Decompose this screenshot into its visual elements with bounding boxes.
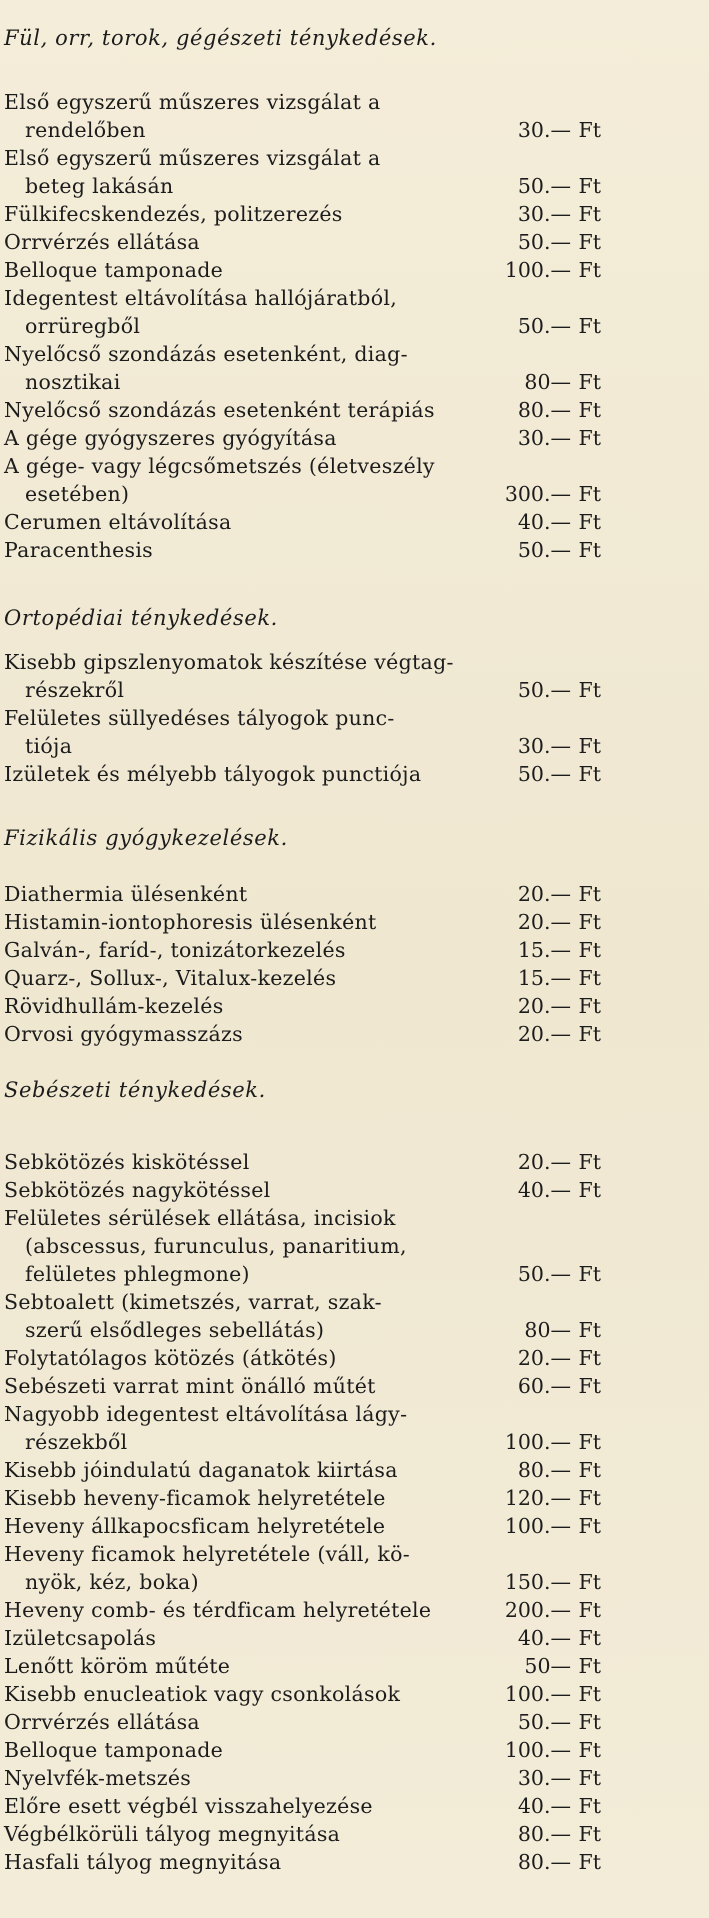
item-description <box>4 1372 529 1400</box>
item-price <box>494 1596 604 1624</box>
section-ful-orr-torok <box>4 18 604 564</box>
price-currency: Ft <box>578 174 601 198</box>
item-description <box>4 1344 529 1372</box>
item-price <box>494 964 604 992</box>
price-row <box>4 1708 604 1736</box>
item-description <box>4 1512 529 1540</box>
item-price <box>494 1372 604 1400</box>
item-description-line: Idegentest eltávolítása hallójáratból, <box>4 286 398 310</box>
price-amount: 100.— <box>504 1430 571 1454</box>
item-description <box>4 1736 529 1764</box>
item-price <box>494 1176 604 1204</box>
price-amount: 60.— <box>517 1374 571 1398</box>
item-description-continuation: rendelőben <box>25 118 146 142</box>
price-row <box>4 1540 604 1596</box>
price-row <box>4 284 604 340</box>
item-description-line: Diathermia ülésenként <box>4 882 248 906</box>
price-amount: 100.— <box>504 1682 571 1706</box>
item-description-continuation: (abscessus, furunculus, panaritium, <box>25 1234 407 1258</box>
item-price <box>494 1316 604 1344</box>
item-description <box>4 1456 529 1484</box>
price-amount: 50.— <box>517 314 571 338</box>
item-description-line: Sebészeti varrat mint önálló műtét <box>4 1374 376 1398</box>
price-currency: Ft <box>578 1346 601 1370</box>
item-description-continuation: tiója <box>25 734 73 758</box>
item-description-line: Orrvérzés ellátása <box>4 1710 200 1734</box>
price-amount: 40.— <box>517 1626 571 1650</box>
price-currency: Ft <box>578 1626 601 1650</box>
item-price <box>494 1428 604 1456</box>
item-description <box>4 992 529 1020</box>
price-currency: Ft <box>578 118 601 142</box>
price-currency: Ft <box>578 1430 601 1454</box>
price-currency: Ft <box>578 762 601 786</box>
item-description-line: Első egyszerű műszeres vizsgálat a <box>4 146 381 170</box>
price-row <box>4 1456 604 1484</box>
item-description <box>4 1400 529 1456</box>
item-description-line: Kisebb enucleatiok vagy csonkolások <box>4 1682 401 1706</box>
item-description-line: Első egyszerű műszeres vizsgálat a <box>4 90 381 114</box>
item-price <box>494 1484 604 1512</box>
price-amount: 50.— <box>517 174 571 198</box>
item-description-line: Lenőtt köröm műtéte <box>4 1654 231 1678</box>
price-row <box>4 1020 604 1048</box>
item-description <box>4 704 529 760</box>
item-description <box>4 1204 529 1288</box>
price-amount: 50.— <box>517 678 571 702</box>
price-amount: 30.— <box>517 1766 571 1790</box>
price-currency: Ft <box>578 1766 601 1790</box>
price-amount: 300.— <box>504 482 571 506</box>
price-currency: Ft <box>578 258 601 282</box>
item-description <box>4 1624 529 1652</box>
price-currency: Ft <box>578 482 601 506</box>
price-row <box>4 1288 604 1344</box>
price-amount: 100.— <box>504 1738 571 1762</box>
price-currency: Ft <box>578 1738 601 1762</box>
price-currency: Ft <box>578 1486 601 1510</box>
price-amount: 80.— <box>517 1458 571 1482</box>
item-description <box>4 1764 529 1792</box>
price-list <box>4 88 604 564</box>
price-currency: Ft <box>578 1822 601 1846</box>
item-description <box>4 964 529 992</box>
price-amount: 30.— <box>517 202 571 226</box>
price-amount: 15.— <box>517 938 571 962</box>
item-price <box>494 312 604 340</box>
price-row <box>4 1624 604 1652</box>
price-currency: Ft <box>578 202 601 226</box>
item-description-continuation: felületes phlegmone) <box>25 1262 250 1286</box>
item-price <box>494 1020 604 1048</box>
price-row <box>4 508 604 536</box>
price-currency: Ft <box>578 882 601 906</box>
item-price <box>494 508 604 536</box>
item-description <box>4 1792 529 1820</box>
price-amount: 200.— <box>504 1598 571 1622</box>
price-row <box>4 1736 604 1764</box>
item-description-line: Cerumen eltávolítása <box>4 510 232 534</box>
item-description-line: Kisebb gipszlenyomatok készítése végtag- <box>4 650 454 674</box>
section-title: Fül, orr, torok, gégészeti ténykedések. <box>4 26 437 50</box>
item-description <box>4 1652 529 1680</box>
item-price <box>494 256 604 284</box>
item-price <box>494 1680 604 1708</box>
item-price <box>494 1708 604 1736</box>
price-amount: 50— <box>524 1654 571 1678</box>
item-description-line: Sebkötözés nagykötéssel <box>4 1178 271 1202</box>
item-description-line: Folytatólagos kötözés (átkötés) <box>4 1346 337 1370</box>
price-amount: 40.— <box>517 510 571 534</box>
price-currency: Ft <box>578 1458 601 1482</box>
item-price <box>494 1260 604 1288</box>
item-description-line: Sebtoalett (kimetszés, varrat, szak- <box>4 1290 382 1314</box>
price-amount: 80.— <box>517 398 571 422</box>
item-description <box>4 88 529 144</box>
item-description-continuation: esetében) <box>25 482 130 506</box>
item-price <box>494 536 604 564</box>
price-currency: Ft <box>578 1374 601 1398</box>
price-currency: Ft <box>578 678 601 702</box>
item-price <box>494 1624 604 1652</box>
item-description <box>4 936 529 964</box>
item-description-line: A gége gyógyszeres gyógyítása <box>4 426 337 450</box>
price-row <box>4 704 604 760</box>
item-price <box>494 480 604 508</box>
item-description <box>4 1680 529 1708</box>
item-description-line: Paracenthesis <box>4 538 154 562</box>
price-currency: Ft <box>578 1262 601 1286</box>
item-description <box>4 1596 529 1624</box>
item-description-line: Orrvérzés ellátása <box>4 230 200 254</box>
item-price <box>494 228 604 256</box>
item-description <box>4 760 529 788</box>
item-description-line: Heveny ficamok helyretétele (váll, kö- <box>4 1542 410 1566</box>
item-price <box>494 880 604 908</box>
item-description-line: Hasfali tályog megnyitása <box>4 1850 282 1874</box>
price-currency: Ft <box>578 966 601 990</box>
item-description-continuation: beteg lakásán <box>25 174 174 198</box>
price-row <box>4 1148 604 1176</box>
price-row <box>4 144 604 200</box>
price-row <box>4 1344 604 1372</box>
item-description <box>4 1288 529 1344</box>
item-description-line: Izületek és mélyebb tályogok punctiója <box>4 762 422 786</box>
price-row <box>4 200 604 228</box>
price-currency: Ft <box>578 1794 601 1818</box>
item-description <box>4 396 529 424</box>
price-row <box>4 1204 604 1288</box>
item-description <box>4 340 529 396</box>
item-description-line: Orvosi gyógymasszázs <box>4 1022 243 1046</box>
price-currency: Ft <box>578 938 601 962</box>
price-currency: Ft <box>578 314 601 338</box>
item-description-continuation: nyök, kéz, boka) <box>25 1570 199 1594</box>
section-title: Sebészeti ténykedések. <box>4 1078 266 1102</box>
price-amount: 20.— <box>517 910 571 934</box>
item-price <box>494 936 604 964</box>
price-amount: 30.— <box>517 426 571 450</box>
item-price <box>494 732 604 760</box>
item-description <box>4 424 529 452</box>
item-description <box>4 452 529 508</box>
item-description-line: Előre esett végbél visszahelyezése <box>4 1794 373 1818</box>
item-description-line: Végbélkörüli tályog megnyitása <box>4 1822 341 1846</box>
item-description <box>4 1148 529 1176</box>
price-amount: 30.— <box>517 734 571 758</box>
item-price <box>494 1820 604 1848</box>
item-description-line: Heveny comb- és térdficam helyretétele <box>4 1598 432 1622</box>
item-description-line: Nyelvfék-metszés <box>4 1766 192 1790</box>
item-price <box>494 116 604 144</box>
price-row <box>4 908 604 936</box>
item-price <box>494 1568 604 1596</box>
item-description <box>4 880 529 908</box>
item-price <box>494 1764 604 1792</box>
price-list <box>4 1148 604 1876</box>
item-description-line: Nyelőcső szondázás esetenként, diag- <box>4 342 408 366</box>
item-description-line: Fülkifecskendezés, politzerezés <box>4 202 343 226</box>
price-amount: 50.— <box>517 538 571 562</box>
item-price <box>494 1148 604 1176</box>
price-row <box>4 452 604 508</box>
item-price <box>494 1512 604 1540</box>
price-row <box>4 424 604 452</box>
item-description-line: Rövidhullám-kezelés <box>4 994 224 1018</box>
section-fizikalis <box>4 818 604 1048</box>
item-description-line: Kisebb jóindulatú daganatok kiirtása <box>4 1458 398 1482</box>
item-price <box>494 1792 604 1820</box>
price-row <box>4 536 604 564</box>
item-price <box>494 760 604 788</box>
price-list <box>4 648 604 788</box>
price-currency: Ft <box>578 426 601 450</box>
price-amount: 20.— <box>517 1346 571 1370</box>
price-row <box>4 1764 604 1792</box>
item-description-line: Heveny állkapocsficam helyretétele <box>4 1514 386 1538</box>
item-price <box>494 1344 604 1372</box>
item-description-continuation: orrüregből <box>25 314 141 338</box>
price-row <box>4 880 604 908</box>
price-amount: 15.— <box>517 966 571 990</box>
price-amount: 50.— <box>517 230 571 254</box>
item-description <box>4 1820 529 1848</box>
price-currency: Ft <box>578 398 601 422</box>
section-title: Fizikális gyógykezelések. <box>4 826 288 850</box>
price-row <box>4 648 604 704</box>
item-description <box>4 536 529 564</box>
price-row <box>4 340 604 396</box>
item-price <box>494 396 604 424</box>
section-sebeszeti <box>4 1070 604 1876</box>
item-price <box>494 1652 604 1680</box>
price-row <box>4 964 604 992</box>
price-row <box>4 760 604 788</box>
item-description <box>4 284 529 340</box>
price-row <box>4 1652 604 1680</box>
price-currency: Ft <box>578 1570 601 1594</box>
price-currency: Ft <box>578 538 601 562</box>
price-row <box>4 88 604 144</box>
item-price <box>494 676 604 704</box>
price-amount: 100.— <box>504 258 571 282</box>
price-amount: 20.— <box>517 1150 571 1174</box>
item-description-line: Kisebb heveny-ficamok helyretétele <box>4 1486 386 1510</box>
price-row <box>4 1596 604 1624</box>
item-price <box>494 424 604 452</box>
price-currency: Ft <box>578 1710 601 1734</box>
price-currency: Ft <box>578 230 601 254</box>
item-description-continuation: részekből <box>25 1430 128 1454</box>
price-amount: 80.— <box>517 1850 571 1874</box>
price-currency: Ft <box>578 910 601 934</box>
price-row <box>4 228 604 256</box>
item-description-continuation: szerű elsődleges sebellátás) <box>25 1318 325 1342</box>
price-amount: 20.— <box>517 1022 571 1046</box>
price-currency: Ft <box>578 1318 601 1342</box>
item-description-line: Histamin-iontophoresis ülésenként <box>4 910 377 934</box>
item-description <box>4 1484 529 1512</box>
price-currency: Ft <box>578 1598 601 1622</box>
item-description-line: A gége- vagy légcsőmetszés (életveszély <box>4 454 435 478</box>
item-description <box>4 200 529 228</box>
price-amount: 20.— <box>517 882 571 906</box>
price-amount: 150.— <box>504 1570 571 1594</box>
item-description <box>4 508 529 536</box>
price-row <box>4 1512 604 1540</box>
item-description-line: Felületes süllyedéses tályogok punc- <box>4 706 395 730</box>
price-currency: Ft <box>578 1682 601 1706</box>
price-row <box>4 1400 604 1456</box>
item-description <box>4 1848 529 1876</box>
price-row <box>4 1176 604 1204</box>
item-price <box>494 1456 604 1484</box>
price-row <box>4 1372 604 1400</box>
item-description <box>4 144 529 200</box>
price-currency: Ft <box>578 1654 601 1678</box>
price-row <box>4 1792 604 1820</box>
price-amount: 120.— <box>504 1486 571 1510</box>
item-price <box>494 172 604 200</box>
item-description-line: Nagyobb idegentest eltávolítása lágy- <box>4 1402 408 1426</box>
price-list <box>4 880 604 1048</box>
item-description <box>4 1708 529 1736</box>
section-title: Ortopédiai ténykedések. <box>4 606 278 630</box>
price-amount: 50.— <box>517 1710 571 1734</box>
price-row <box>4 1820 604 1848</box>
item-price <box>494 992 604 1020</box>
item-description <box>4 648 529 704</box>
price-currency: Ft <box>578 1178 601 1202</box>
item-description <box>4 228 529 256</box>
item-description <box>4 1176 529 1204</box>
item-description-line: Galván-, faríd-, tonizátorkezelés <box>4 938 346 962</box>
price-currency: Ft <box>578 734 601 758</box>
price-amount: 80.— <box>517 1822 571 1846</box>
item-description <box>4 256 529 284</box>
price-currency: Ft <box>578 1514 601 1538</box>
item-price <box>494 200 604 228</box>
item-description-line: Sebkötözés kiskötéssel <box>4 1150 250 1174</box>
item-description-line: Quarz-, Sollux-, Vitalux-kezelés <box>4 966 337 990</box>
price-currency: Ft <box>578 994 601 1018</box>
item-description-continuation: nosztikai <box>25 370 121 394</box>
price-row <box>4 396 604 424</box>
price-amount: 40.— <box>517 1178 571 1202</box>
item-price <box>494 908 604 936</box>
price-amount: 20.— <box>517 994 571 1018</box>
item-price <box>494 368 604 396</box>
price-row <box>4 936 604 964</box>
price-amount: 50.— <box>517 762 571 786</box>
price-row <box>4 1680 604 1708</box>
item-price <box>494 1848 604 1876</box>
price-row <box>4 1484 604 1512</box>
section-ortopediai <box>4 598 604 788</box>
item-description-line: Belloque tamponade <box>4 258 224 282</box>
price-currency: Ft <box>578 370 601 394</box>
price-amount: 40.— <box>517 1794 571 1818</box>
item-description-line: Belloque tamponade <box>4 1738 224 1762</box>
price-amount: 50.— <box>517 1262 571 1286</box>
price-currency: Ft <box>578 1150 601 1174</box>
price-row <box>4 992 604 1020</box>
price-currency: Ft <box>578 1850 601 1874</box>
item-description-line: Izületcsapolás <box>4 1626 157 1650</box>
price-amount: 80— <box>524 1318 571 1342</box>
price-amount: 100.— <box>504 1514 571 1538</box>
price-amount: 80— <box>524 370 571 394</box>
item-description-continuation: részekről <box>25 678 125 702</box>
item-description-line: Felületes sérülések ellátása, incisiok <box>4 1206 396 1230</box>
price-currency: Ft <box>578 1022 601 1046</box>
price-row <box>4 256 604 284</box>
price-row <box>4 1848 604 1876</box>
item-price <box>494 1736 604 1764</box>
price-currency: Ft <box>578 510 601 534</box>
item-description <box>4 1540 529 1596</box>
item-description-line: Nyelőcső szondázás esetenként terápiás <box>4 398 435 422</box>
item-description <box>4 908 529 936</box>
price-amount: 30.— <box>517 118 571 142</box>
item-description <box>4 1020 529 1048</box>
